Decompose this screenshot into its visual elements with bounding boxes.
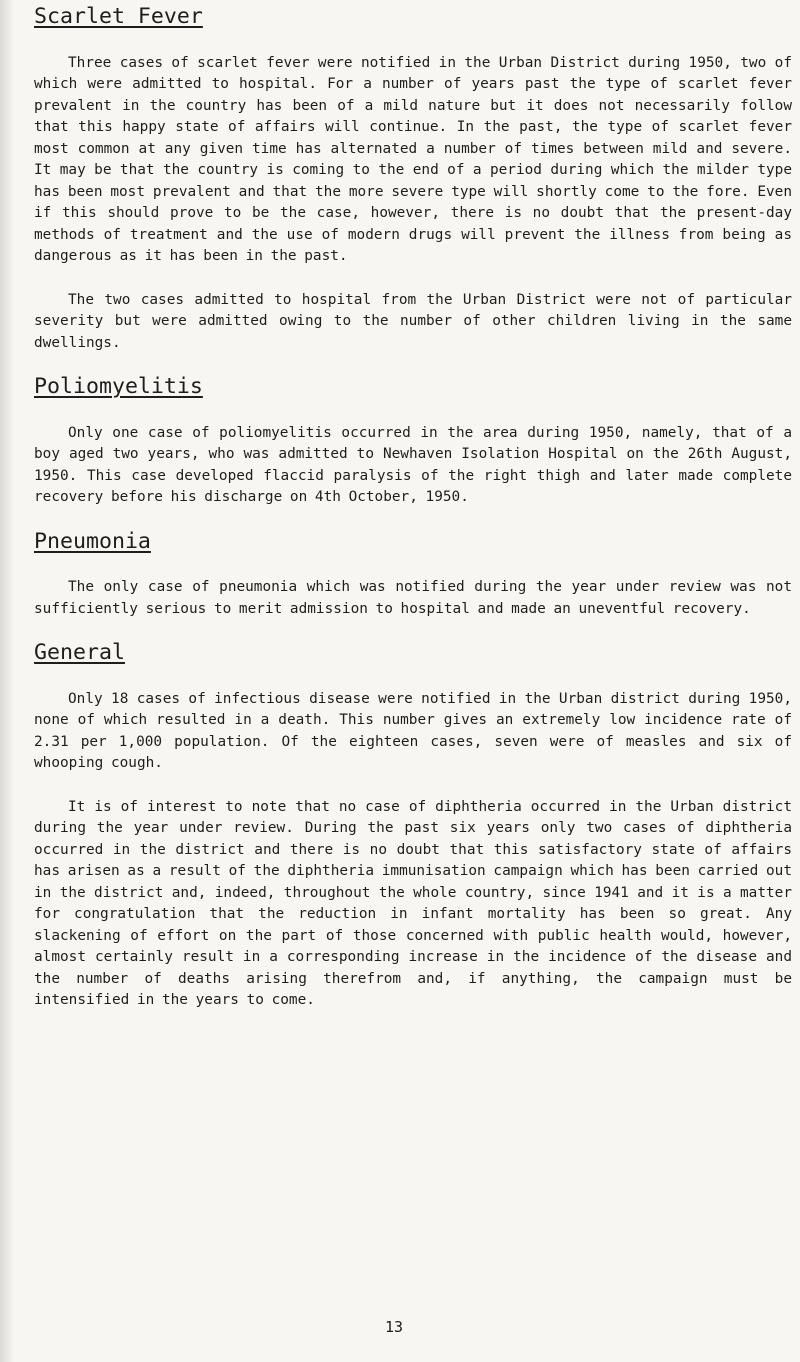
paragraph: The only case of pneumonia which was notified during the year under review was not sufficiently serious to merit admission to hospital and made an uneventful recovery. (34, 579, 792, 617)
paragraph: Only 18 cases of infectious disease were notified in the Urban district during 1950, none of which resulted in a death. This number gives an extremely low incidence rate of 2.31 per 1,000 population. Of the eighteen cases, seven were of measles and six of whooping cough. (34, 690, 792, 771)
paragraph: It is of interest to note that no case of diphtheria occurred in the Urban district during the year under review. During the past six years only two cases of diphtheria occurred in the district and there is no doubt that this satisfactory state of affairs has arisen as a result of the diphtheria immunisation campaign which has been carried out in the district and, indeed, throughout the whole country, since 1941 and it is a matter for congratulation that the reduction in infant mortality has been so great. Any slackening of effort on the part of those concerned with public health would, however, almost certainly result in a corresponding increase in the incidence of the disease and the number of deaths arising therefrom and, if anything, the campaign must be intensified in the years to come. (34, 798, 792, 1008)
document-page (34, 6, 792, 1034)
page-edge-shadow (0, 0, 14, 1362)
section-poliomyelitis (34, 376, 792, 509)
section-general (34, 642, 792, 1012)
section-heading: General (34, 640, 125, 665)
paragraph: Only one case of poliomyelitis occurred in the area during 1950, namely, that of a boy aged two years, who was admitted to Newhaven Isolation Hospital on the 26th August, 1950. This case developed flaccid paralysis of the right thigh and later made complete recovery before his discharge on 4th October, 1950. (34, 424, 792, 505)
section-pneumonia (34, 528, 792, 621)
paragraph: Three cases of scarlet fever were notified in the Urban District during 1950, two of which were admitted to hospital. For a number of years past the type of scarlet fever prevalent in the country has been of a mild nature but it does not necessarily follow that this happy state of affairs will continue. In the past, the type of scarlet fever most common at any given time has alternated a number of times between mild and severe. It may be that the country is coming to the end of a period during which the milder type has been most prevalent and that the more severe type will shortly come to the fore. Even if this should prove to be the case, however, there is no doubt that the present-day methods of treatment and the use of modern drugs will prevent the illness from being as dangerous as it has been in the past. (34, 54, 792, 264)
section-scarlet-fever (34, 6, 792, 354)
section-heading: Scarlet Fever (34, 4, 203, 29)
page-number: 13 (385, 1318, 404, 1336)
section-heading: Poliomyelitis (34, 374, 203, 399)
section-heading: Pneumonia (34, 528, 151, 554)
paragraph: The two cases admitted to hospital from the Urban District were not of particular severity but were admitted owing to the number of other children living in the same dwellings. (34, 291, 792, 351)
